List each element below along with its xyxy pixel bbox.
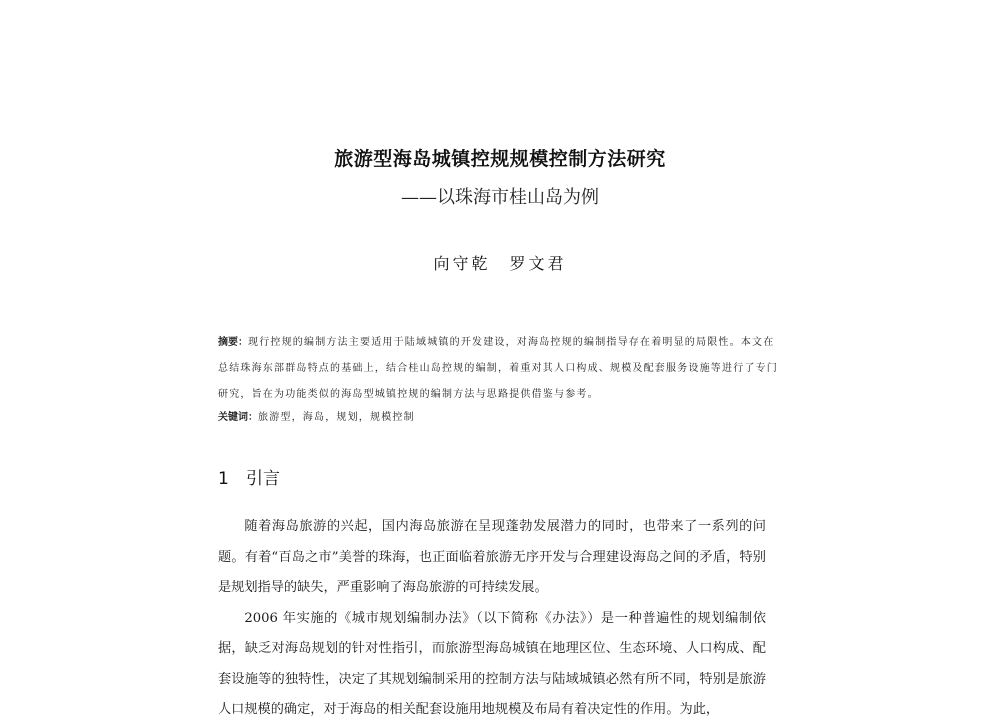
body-text bbox=[218, 512, 766, 726]
paragraph: 随着海岛旅游的兴起，国内海岛旅游在呈现蓬勃发展潜力的同时，也带来了一系列的问题。有着“百岛之市”美誉的珠海，也正面临着旅游无序开发与合理建设海岛之间的矛盾，特别是规划指导的缺失，严重影响了海岛旅游的可持续发展。 bbox=[218, 519, 766, 595]
paper-subtitle: ——以珠海市桂山岛为例 bbox=[401, 187, 599, 208]
paragraph: 2006 年实施的《城市规划编制办法》（以下简称《办法》）是一种普遍性的规划编制依据，缺乏对海岛规划的针对性指引，而旅游型海岛城镇在地理区位、生态环境、人口构成、配套设施等的独特性，决定了其规划编制采用的控制方法与陆域城镇必然有所不同，特别是旅游人口规模的确定，对于海岛的相关配套设施用地规模及布局有着决定性的作用。为此， bbox=[218, 610, 766, 717]
section-title: 引言 bbox=[246, 469, 280, 489]
keywords-text: 旅游型，海岛，规划，规模控制 bbox=[258, 412, 415, 423]
section-heading bbox=[218, 464, 280, 489]
keywords-label: 关键词： bbox=[218, 412, 258, 423]
keywords bbox=[218, 410, 778, 426]
section-number: 1 bbox=[218, 469, 229, 489]
abstract-text: 现行控规的编制方法主要适用于陆域城镇的开发建设，对海岛控规的编制指导存在着明显的局限性。本文在总结珠海东部群岛特点的基础上，结合桂山岛控规的编制，着重对其人口构成、规模及配套服务设施等进行了专门研究，旨在为功能类似的海岛型城镇控规的编制方法与思路提供借鉴与参考。 bbox=[218, 337, 778, 400]
paper-authors: 向守乾 罗文君 bbox=[433, 254, 567, 273]
abstract bbox=[218, 330, 778, 408]
abstract-label: 摘要： bbox=[218, 337, 248, 348]
paper-title: 旅游型海岛城镇控规规模控制方法研究 bbox=[334, 148, 666, 170]
